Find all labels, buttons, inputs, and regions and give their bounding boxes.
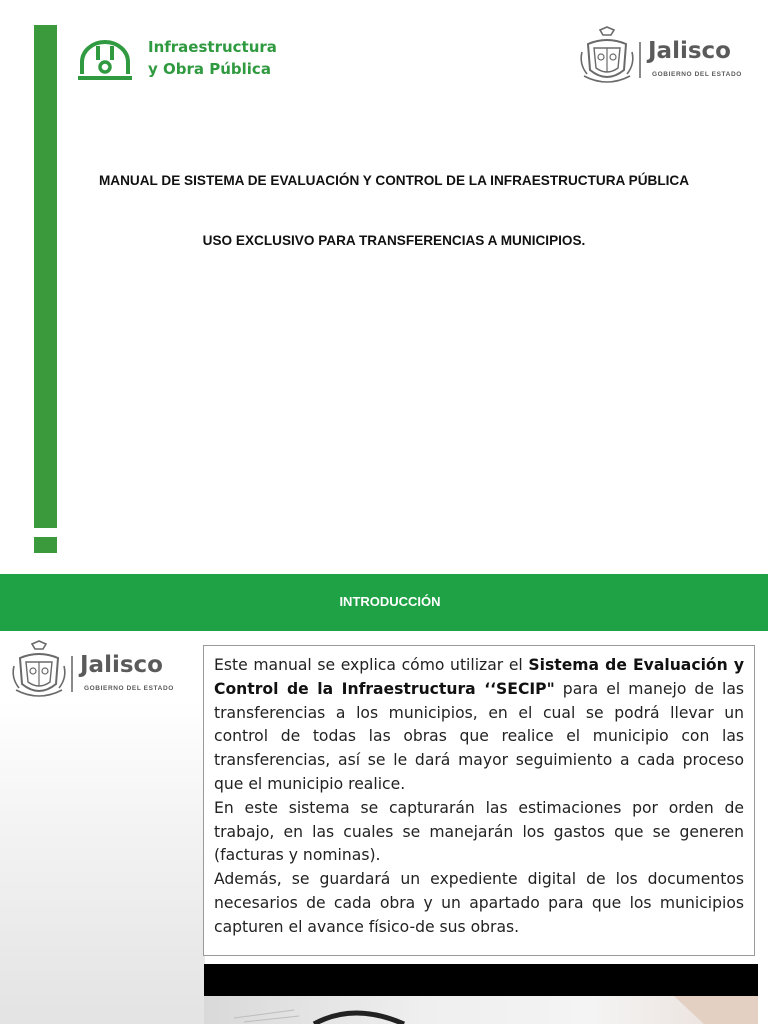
coat-of-arms-icon	[578, 26, 636, 88]
side-shade	[0, 700, 205, 1024]
system-name: Sistema de Evaluación y Control de la Infraestructura ‘‘SECIP"	[214, 656, 744, 698]
jalisco-wordmark: Jalisco	[80, 652, 163, 678]
logo-divider	[639, 42, 641, 78]
intro-paragraph-2: En este sistema se capturarán las estimaciones por orden de trabajo, en las cuales se manejarán los gastos que se generen (facturas y nominas).	[214, 798, 744, 865]
helmet-icon	[76, 40, 134, 82]
jalisco-subtitle: GOBIERNO DEL ESTADO	[652, 71, 742, 78]
introduction-heading: INTRODUCCIÓN	[339, 594, 441, 609]
intro-paragraph-3: Además, se guardará un expediente digital de los documentos necesarios de cada obra y un apartado para que los municipios capturen el avance físico-de sus obras.	[214, 870, 744, 936]
magnifier-photo-icon	[204, 996, 758, 1024]
jalisco-logo-secondary	[10, 640, 190, 704]
accent-square	[34, 537, 57, 553]
intro-text: Este manual se explica cómo utilizar el	[214, 656, 529, 674]
intro-paragraph-1	[214, 654, 744, 797]
introduction-band	[0, 574, 768, 631]
image-caption-bar	[204, 964, 758, 996]
document-subtitle: USO EXCLUSIVO PARA TRANSFERENCIAS A MUNICIPIOS.	[202, 233, 586, 248]
jalisco-subtitle: GOBIERNO DEL ESTADO	[84, 685, 174, 692]
photo	[204, 996, 758, 1024]
logo-divider	[71, 656, 73, 692]
infraestructura-logo	[76, 38, 306, 86]
intro-text: para el manejo de las transferencias a los municipios, en el cual se podrá llevar un control de todas las obras que realice el municipio con las transferencias, así se le dará mayor seguimiento a cada proceso que el municipio realice.	[214, 679, 744, 793]
logo-line-2: y Obra Pública	[148, 60, 271, 78]
introduction-text-box	[203, 645, 755, 956]
accent-bar	[34, 25, 57, 528]
document-title: MANUAL DE SISTEMA DE EVALUACIÓN Y CONTROL DE LA INFRAESTRUCTURA PÚBLICA	[98, 173, 690, 188]
jalisco-wordmark: Jalisco	[648, 38, 731, 64]
coat-of-arms-icon	[10, 640, 68, 702]
jalisco-logo	[578, 26, 758, 90]
logo-line-1: Infraestructura	[148, 38, 277, 56]
